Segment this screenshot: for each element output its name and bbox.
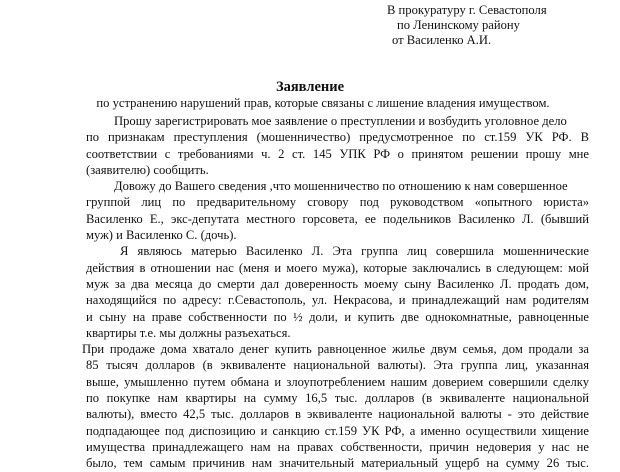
body-line: 85 тысяч долларов (в эквиваленте национальной валюты). Эта группа лиц, указанная	[86, 358, 589, 373]
document-title: Заявление	[275, 79, 345, 95]
body-line: (заявителю) сообщить.	[86, 162, 209, 177]
body-line: по признакам преступления (мошенничество) предусмотренное по ст.159 УК РФ. В	[86, 130, 589, 145]
addressee-block	[387, 3, 547, 48]
document-subtitle: по устранению нарушений прав, которые связаны с лишение владения имуществом.	[96, 96, 550, 110]
body-line: группой лиц по предварительному сговору под руководством «опытного юриста»	[86, 195, 589, 210]
body-line: находящийся по адресу: г.Севастополь, ул. Некрасова, и принадлежащий нам родителям	[86, 293, 589, 308]
sender-line: от Василенко А.И.	[392, 33, 492, 47]
body-line: муж) и Василенко С. (дочь).	[86, 228, 237, 243]
body-line: валюты), вместо 42,5 тыс. долларов в эквиваленте национальной валюты - это действие	[86, 407, 589, 422]
body-line: При продаже дома хватало денег купить равноценное жилье двум семья, дом продали за	[82, 342, 589, 357]
body-line: Довожу до Вашего сведения ,что мошенничество по отношению к нам совершенное	[114, 179, 568, 194]
body-line: и сыну на праве собственности по ½ доли, и купить две однокомнатные, равноценные	[86, 309, 589, 324]
body-line: действия в отношении нас (меня и моего мужа), которые заключались в следующем: мой	[86, 260, 589, 275]
body-line: квартиры т.е. мы должны разъехаться.	[86, 325, 291, 340]
body-line: подпадающее под диспозицию и санкцию ст.159 УК РФ, а именно осуществили хищение	[86, 423, 589, 438]
body-line: Прошу зарегистрировать мое заявление о преступлении и возбудить уголовное дело	[114, 114, 567, 128]
body-line: Василенко Е., экс-депутата местного горсовета, ее подельников Василенко Л. (бывший	[86, 211, 589, 226]
body-line: имущества принадлежащего нам на правах собственности, причин недоверия у нас не	[86, 439, 589, 454]
document-body	[82, 113, 589, 472]
addressee-district: по Ленинскому району	[397, 18, 520, 32]
body-line: соответствии с требованиями ч. 2 ст. 145 УПК РФ о принятом решении прошу мне	[86, 146, 589, 161]
addressee-line: В прокуратуру г. Севастополя	[387, 3, 547, 17]
body-line: Я являюсь матерью Василенко Л. Эта группа лиц совершила мошеннические	[120, 244, 589, 259]
body-line: было, тем самым причинив нам значительный материальный ущерб на сумму 26 тыс.	[86, 456, 589, 471]
body-line: выше, умышленно путем обмана и злоупотреблением нашим доверием совершили сделку	[86, 374, 589, 389]
body-line: муж за два месяца до смерти дал доверенность моему сыну Василенко Л. продать дом,	[86, 276, 589, 291]
body-line: по покупке нам квартиры на сумму 16,5 тыс. долларов (в эквиваленте национальной	[86, 391, 589, 406]
